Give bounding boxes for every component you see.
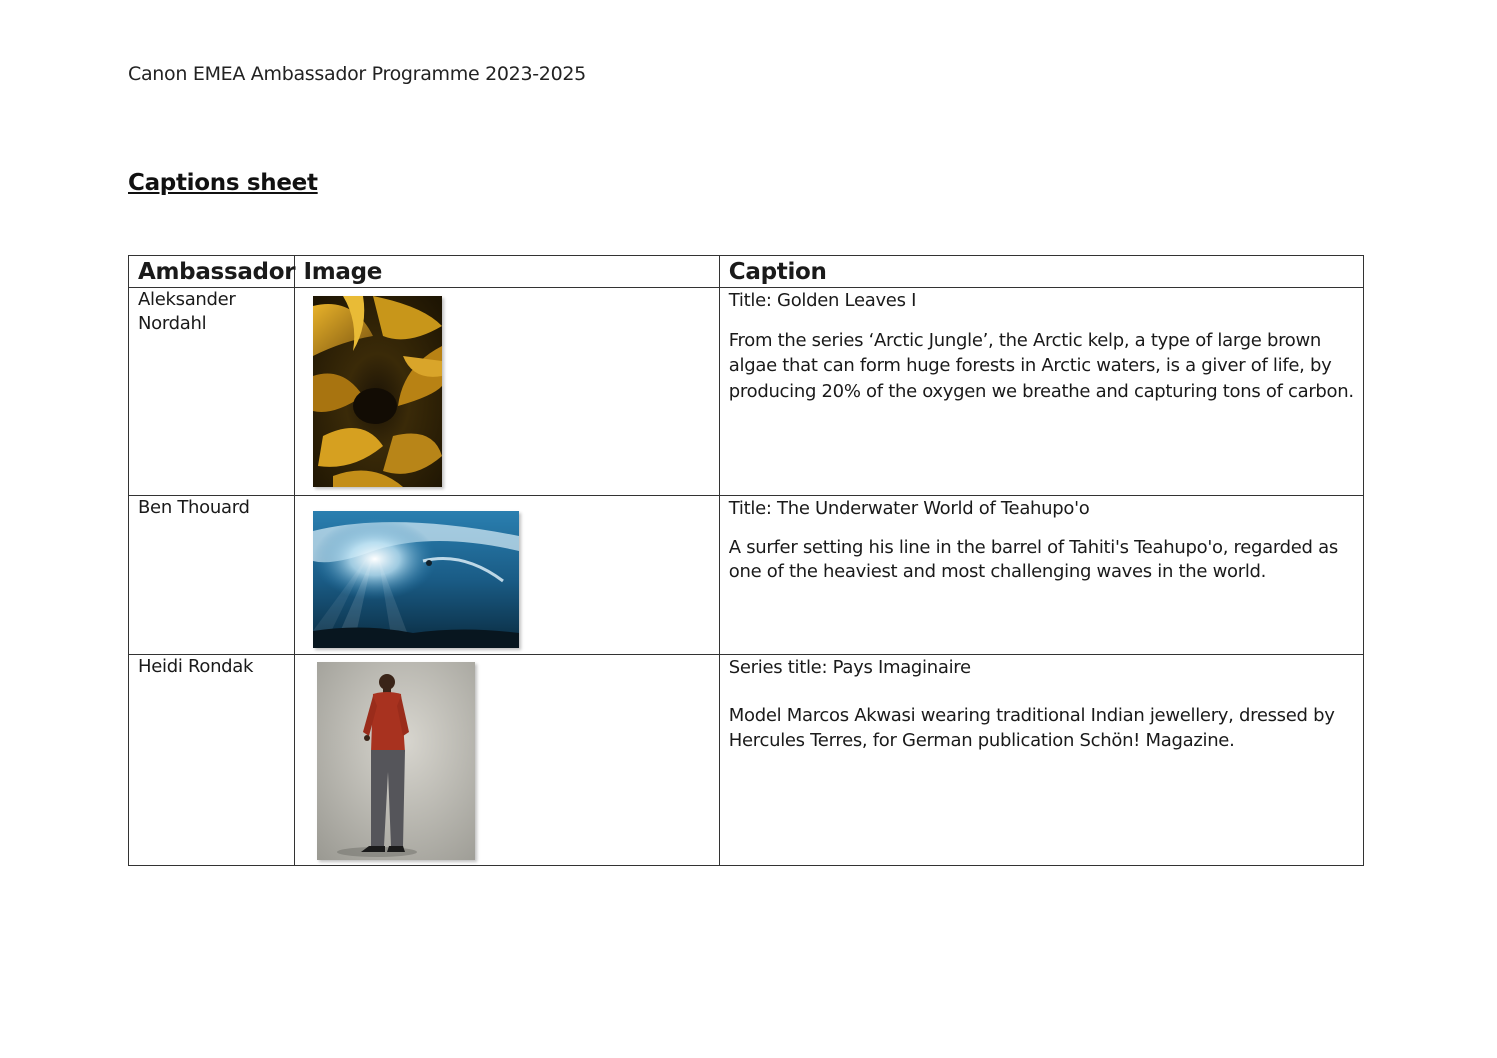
caption-title: Series title: Pays Imaginaire	[728, 657, 971, 678]
caption-title: Title: The Underwater World of Teahupo'o	[728, 498, 1090, 519]
column-header-ambassador: Ambassador	[129, 256, 295, 288]
ambassador-name: Ben Thouard	[129, 496, 295, 655]
golden-kelp-photo	[313, 296, 442, 487]
image-cell	[294, 496, 719, 655]
caption-title: Title: Golden Leaves I	[728, 290, 917, 311]
caption-body: A surfer setting his line in the barrel of Tahiti's Teahupo'o, regarded as one of the heaviest and most challenging waves in the world.	[728, 536, 1338, 582]
column-header-caption: Caption	[719, 256, 1363, 288]
image-cell	[294, 288, 719, 496]
caption-cell	[719, 288, 1363, 496]
document-header: Canon EMEA Ambassador Programme 2023-2025	[128, 63, 586, 85]
table-row	[129, 496, 1364, 655]
table-header-row	[129, 256, 1364, 288]
column-header-image: Image	[294, 256, 719, 288]
table-row	[129, 655, 1364, 866]
underwater-wave-photo	[313, 511, 519, 648]
caption-body: Model Marcos Akwasi wearing traditional Indian jewellery, dressed by Hercules Terres, for German publication Schön! Magazine.	[728, 704, 1335, 751]
captions-table	[128, 255, 1364, 866]
fashion-portrait-photo	[317, 662, 475, 860]
page-title: Captions sheet	[128, 170, 318, 196]
ambassador-name: Aleksander Nordahl	[129, 288, 295, 496]
caption-body: From the series ‘Arctic Jungle’, the Arctic kelp, a type of large brown algae that can form huge forests in Arctic waters, is a giver of life, by producing 20% of the oxygen we breathe and capturing tons of carbon.	[728, 329, 1354, 402]
caption-cell	[719, 655, 1363, 866]
image-cell	[294, 655, 719, 866]
ambassador-name: Heidi Rondak	[129, 655, 295, 866]
caption-cell	[719, 496, 1363, 655]
table-row	[129, 288, 1364, 496]
